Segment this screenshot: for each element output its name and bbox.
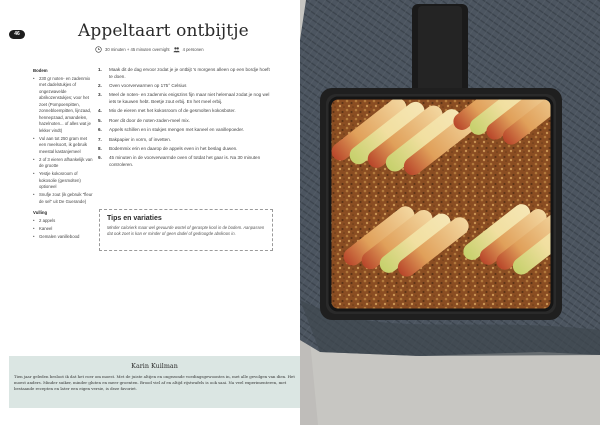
bodem-list (33, 76, 93, 206)
tips-box (99, 209, 273, 251)
list-item: • Snufje zout (ik gebruik "fleur de sel" uit De Guerande) (33, 192, 93, 205)
step-number: 6. (98, 127, 102, 133)
bodem-heading: Bodem (33, 68, 48, 73)
step-number: 1. (98, 67, 102, 72)
instruction-step (98, 108, 273, 115)
list-item: • Gemalen vanillebood (33, 234, 93, 241)
instruction-step (98, 67, 273, 80)
servings: 4 personen (182, 47, 204, 52)
tips-title: Tips en variaties (107, 215, 162, 222)
step-number: 3. (98, 92, 102, 98)
instruction-step (98, 83, 273, 90)
clock-icon (95, 46, 102, 53)
list-item: • Yestje kokosroom of kokosolie (gesmolten) optioneel (33, 171, 93, 191)
ingredients-column (33, 68, 93, 242)
step-text: Roer dit door de noten-zaden-meel mix. (109, 117, 190, 123)
author-bio-text: Tien jaar geleden besloot ik dat het roer om moest. Met de juiste altijen en ongezonde voedingsgewoontes in, met alle gevolgen van dien. Het moest anders. Minder suiker, minder gluten en meer groenten. Brood viel af en altijd rijstwafels is ook saai. Na veel experimenteren, met bestaande recepten en later een eigen versie, is deze favoriet. (14, 374, 295, 391)
step-text: Bodemmix erin en daarop de appels even in het beslag duwen. (109, 145, 238, 151)
step-text: Meel de noten- en zadenmix enigszins fijn maar niet helemaal zodat je nog wel iets te kauwen hebt. Beetje zout erbij. En het meel erbij. (109, 92, 270, 104)
step-number: 4. (98, 108, 102, 114)
step-text: 45 minuten in de voorverwarmde oven of totdat het gaar is. Na 30 minuten controleren. (109, 155, 261, 167)
instructions-list (98, 67, 273, 171)
instruction-step (98, 137, 273, 144)
list-item: • Vul aan tot 250 gram met een meelsoort, ik gebruik meestal kastanjemeel (33, 136, 93, 156)
instruction-step (98, 155, 273, 168)
page-number-badge: 46 (9, 30, 25, 39)
list-item: • 2 appels (33, 218, 93, 225)
recipe-title: Appeltaart ontbijtje (78, 21, 249, 41)
people-icon (173, 46, 180, 53)
vulling-heading: Vulling (33, 210, 48, 215)
step-number: 7. (98, 136, 102, 142)
instruction-step (98, 92, 273, 105)
step-number: 2. (98, 82, 102, 88)
step-text: Appels schillen en in stukjes mengen met kaneel en vanillepoeder. (109, 127, 245, 133)
step-number: 5. (98, 117, 102, 123)
author-name: Karin Kuilman (131, 362, 178, 370)
list-item: • 2 of 3 eieren afhankelijk van de grootte (33, 157, 93, 170)
step-text: Oven voorverwarmen op 175° Celsius (109, 82, 187, 88)
prep-time: 30 minuten + 45 minuten overnight (105, 47, 170, 52)
instruction-step (98, 146, 273, 153)
instruction-step (98, 127, 273, 134)
step-number: 9. (98, 155, 102, 161)
list-item: • Kaneel (33, 226, 93, 233)
instruction-step (98, 118, 273, 125)
step-text: Bakpapier in vorm, of invetten. (109, 136, 172, 142)
tips-text: Minder calorierk maar wel gevuurde wortel of geraspte kool in de bodem. Aanpassen dat ook zoet is kan er minder of geen dadel of gedroogde abrikoos in. (107, 225, 265, 236)
step-number: 8. (98, 145, 102, 151)
vulling-list (33, 218, 93, 241)
step-text: Mix de eieren met het kokosroom of de gesmolten kokosboter. (109, 108, 236, 114)
recipe-photo (300, 0, 600, 425)
recipe-meta (95, 46, 204, 53)
list-item: • 230 gr noten- en zadenmix met dadelstukjes of ongezwavelde abrikozenstukjes; voor het zoet (Pompoenpitten, zonnebloempitten, lijnzaad, hennepzaad, amandelen, hazelnoten... of alles wat je lekker vindt) (33, 76, 93, 135)
author-bio-footer (9, 356, 300, 408)
apple-pie-baking-dish-photo (300, 0, 600, 425)
step-text: Maak dit de dag ervoor zodat je je ontbijt 's morgens alleen op een bordje hoeft te doen. (109, 67, 270, 79)
